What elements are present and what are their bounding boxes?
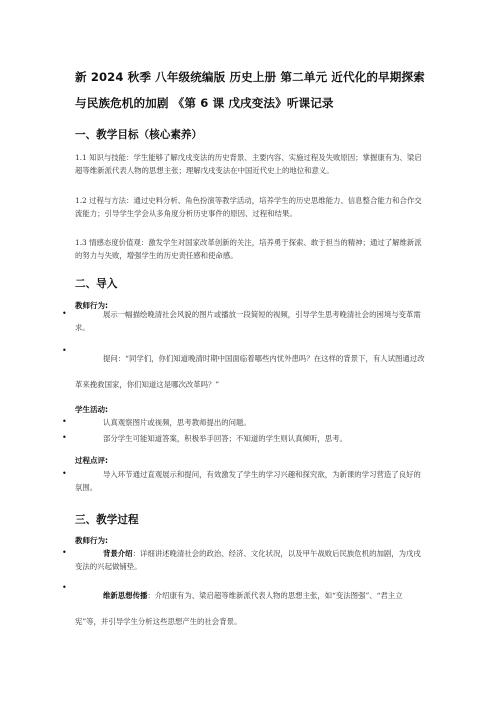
list-item-text: ：介绍康有为、梁启超等维新派代表人物的思想主张，如“变法图强”、“君主立宪”等，并引导学生分析这些思想产生的社会背景。 bbox=[75, 591, 403, 626]
list-item-text: 展示一幅描绘晚清社会风貌的图片或播放一段简短的视频，引导学生思考晚清社会的困境与变革需求。 bbox=[75, 310, 421, 332]
teacher-behavior-label: 教师行为: bbox=[75, 301, 108, 310]
teacher-behavior-label: 教师行为: bbox=[75, 536, 108, 545]
list-item bbox=[75, 417, 425, 430]
list-item-text: 部分学生可能知道答案，积极举手回答；不知道的学生则认真倾听，思考。 bbox=[103, 434, 347, 443]
objective-process-paragraph: 1.2 过程与方法：通过史料分析、角色扮演等教学活动，培养学生的历史思维能力、信息整合能力和合作交流能力；引导学生学会从多角度分析历史事件的原因、过程和结果。 bbox=[75, 196, 422, 218]
list-item-text: ：详细讲述晚清社会的政治、经济、文化状况，以及甲午战败后民族危机的加剧，为戊戌变法的兴起做铺垫。 bbox=[75, 549, 421, 571]
list-item-text: 认真观察图片或视频，思考教师提出的问题。 bbox=[103, 418, 251, 427]
objective-knowledge-paragraph: 1.1 知识与技能：学生能够了解戊戌变法的历史背景、主要内容、实施过程及失败原因；掌握康有为、梁启超等维新派代表人物的思想主张；理解戊戌变法在中国近代史上的地位和意义。 bbox=[75, 153, 422, 175]
section-heading-objectives: 一、教学目标（核心素养） bbox=[75, 129, 203, 141]
list-item-label: 维新思想传播 bbox=[103, 591, 148, 600]
list-item bbox=[75, 469, 425, 494]
student-activity-label: 学生活动: bbox=[75, 405, 108, 414]
bullet-icon: • bbox=[62, 346, 67, 355]
section-heading-introduction: 二、导入 bbox=[75, 278, 118, 290]
bullet-icon: • bbox=[62, 548, 67, 557]
bullet-icon: • bbox=[62, 309, 67, 318]
list-item-label: 背景介绍 bbox=[103, 549, 133, 558]
list-item bbox=[75, 548, 425, 573]
list-item bbox=[75, 346, 425, 398]
bullet-icon: • bbox=[62, 469, 67, 478]
bullet-icon: • bbox=[62, 417, 67, 426]
list-item bbox=[75, 583, 425, 635]
objective-values-paragraph: 1.3 情感态度价值观：激发学生对国家改革创新的关注，培养勇于探索、敢于担当的精神；通过了解维新派的努力与失败，增强学生的历史责任感和使命感。 bbox=[75, 238, 422, 260]
bullet-icon: • bbox=[62, 583, 67, 592]
bullet-icon: • bbox=[62, 433, 67, 442]
section-heading-teaching-process: 三、教学过程 bbox=[75, 514, 139, 526]
list-item bbox=[75, 309, 425, 334]
list-item-text: 导入环节通过直观展示和提问，有效激发了学生的学习兴趣和探究欲，为新课的学习营造了良好的氛围。 bbox=[75, 470, 421, 492]
list-item-text: 提问：“同学们，你们知道晚清时期中国面临着哪些内忧外患吗？在这样的背景下，有人试图通过改革来挽救国家，你们知道这是哪次改革吗？” bbox=[75, 354, 425, 389]
list-item bbox=[75, 433, 425, 446]
process-review-label: 过程点评: bbox=[75, 456, 108, 465]
document-title: 新 2024 秋季 八年级统编版 历史上册 第二单元 近代化的早期探索与民族危机的加剧 《第 6 课 戊戌变法》听课记录 bbox=[75, 70, 425, 110]
